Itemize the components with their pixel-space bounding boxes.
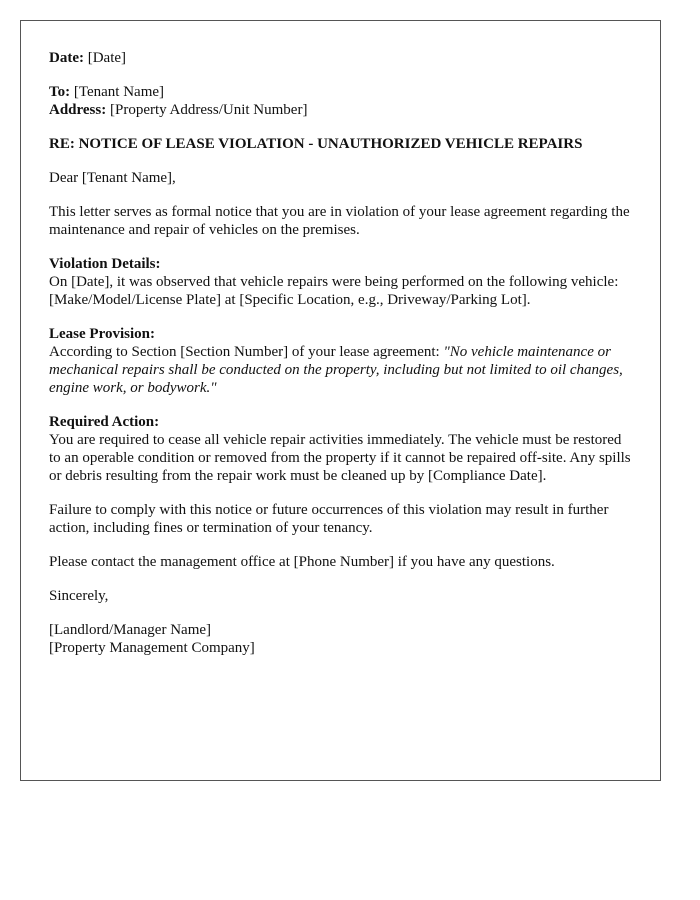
address-value: [Property Address/Unit Number] — [109, 102, 308, 118]
to-label: To: — [49, 84, 71, 100]
subject-line: RE: NOTICE OF LEASE VIOLATION - UNAUTHORIZED VEHICLE REPAIRS — [49, 136, 583, 152]
lease-text: According to Section [Section Number] of your lease agreement: — [49, 344, 444, 360]
date-line — [49, 49, 632, 67]
failure-paragraph: Failure to comply with this notice or future occurrences of this violation may result in further action, including fines or termination of your tenancy. — [49, 502, 609, 536]
date-label: Date: — [49, 50, 84, 66]
salutation: Dear [Tenant Name], — [49, 170, 176, 186]
lease-heading: Lease Provision: — [49, 326, 155, 342]
recipient-block — [49, 83, 632, 119]
action-section — [49, 413, 632, 485]
to-line — [49, 83, 632, 101]
action-heading: Required Action: — [49, 414, 160, 430]
address-line — [49, 101, 632, 119]
action-text: You are required to cease all vehicle repair activities immediately. The vehicle must be restored to an operable condition or removed from the property if it cannot be repaired off-site. Any spills or debris resulting from the repair work must be cleaned up by [Compliance Date]. — [49, 432, 631, 484]
closing: Sincerely, — [49, 588, 109, 604]
intro-paragraph: This letter serves as formal notice that you are in violation of your lease agreement regarding the maintenance and repair of vehicles on the premises. — [49, 204, 630, 238]
date-value: [Date] — [87, 50, 127, 66]
lease-quote: "No vehicle maintenance or mechanical repairs shall be conducted on the property, including but not limited to oil changes, engine work, or bodywork." — [49, 344, 623, 396]
violation-text: On [Date], it was observed that vehicle repairs were being performed on the following vehicle: [Make/Model/License Plate] at [Specific Location, e.g., Driveway/Parking Lot]. — [49, 274, 619, 308]
signature-block — [49, 621, 632, 657]
violation-heading: Violation Details: — [49, 256, 161, 272]
violation-section — [49, 255, 632, 309]
address-label: Address: — [49, 102, 107, 118]
contact-paragraph: Please contact the management office at [Phone Number] if you have any questions. — [49, 554, 555, 570]
lease-section — [49, 325, 632, 397]
signer-name: [Landlord/Manager Name] — [49, 622, 212, 638]
to-value: [Tenant Name] — [73, 84, 165, 100]
letter-page — [20, 20, 661, 781]
signer-company: [Property Management Company] — [49, 640, 255, 656]
